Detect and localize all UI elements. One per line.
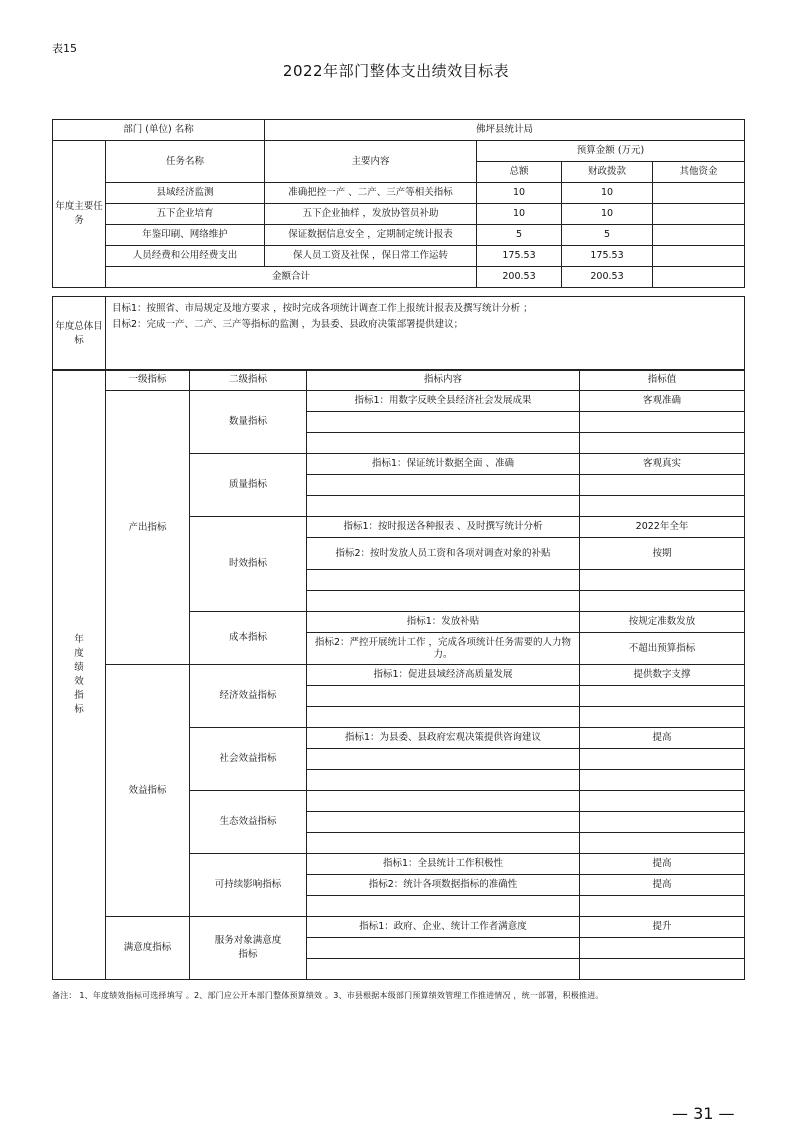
col-level2: 二级指标 xyxy=(190,370,307,391)
table-row xyxy=(53,204,745,225)
indicator-value xyxy=(580,433,745,454)
task-content: 保证数据信息安全 ，定期制定统计报表 xyxy=(265,225,477,246)
task-content: 保人员工资及社保 ，保日常工作运转 xyxy=(265,246,477,267)
indicator-content: 指标1：为县委、县政府宏观决策提供咨询建议 xyxy=(307,728,580,749)
cost-indicator-label: 成本指标 xyxy=(190,612,307,665)
sum-label: 金额合计 xyxy=(106,267,477,288)
col-total: 总额 xyxy=(477,162,562,183)
col-indicator-value: 指标值 xyxy=(580,370,745,391)
indicator-value: 按期 xyxy=(580,538,745,570)
indicator-value: 不超出预算指标 xyxy=(580,633,745,665)
table-number: 表15 xyxy=(52,42,77,55)
indicator-value xyxy=(580,833,745,854)
indicator-content: 指标1：按时报送各种报表 、及时撰写统计分析 xyxy=(307,517,580,538)
indicator-content xyxy=(307,959,580,980)
indicator-value xyxy=(580,791,745,812)
indicator-content xyxy=(307,591,580,612)
service-satisfaction-label: 服务对象满意度指标 xyxy=(190,917,307,980)
col-finance: 财政拨款 xyxy=(562,162,653,183)
task-name: 人员经费和公用经费支出 xyxy=(106,246,265,267)
goals-table xyxy=(52,296,745,371)
indicator-content xyxy=(307,833,580,854)
quantity-indicator-label: 数量指标 xyxy=(190,391,307,454)
indicator-content: 指标1：政府、企业、统计工作者满意度 xyxy=(307,917,580,938)
indicator-content xyxy=(307,896,580,917)
indicator-value xyxy=(580,496,745,517)
indicator-value xyxy=(580,896,745,917)
task-other xyxy=(653,204,745,225)
page-number: — 31 — xyxy=(672,1104,735,1123)
timeliness-indicator-label: 时效指标 xyxy=(190,517,307,612)
col-indicator-content: 指标内容 xyxy=(307,370,580,391)
col-main-content: 主要内容 xyxy=(265,141,477,183)
task-finance: 175.53 xyxy=(562,246,653,267)
indicator-content xyxy=(307,707,580,728)
col-level1: 一级指标 xyxy=(106,370,190,391)
indicator-content: 指标1：用数字反映全县经济社会发展成果 xyxy=(307,391,580,412)
task-total: 5 xyxy=(477,225,562,246)
output-indicator-label: 产出指标 xyxy=(106,391,190,665)
indicator-value: 提升 xyxy=(580,917,745,938)
task-total: 10 xyxy=(477,183,562,204)
page-title: 2022年部门整体支出绩效目标表 xyxy=(282,62,510,80)
indicator-content: 指标2：按时发放人员工资和各项对调查对象的补贴 xyxy=(307,538,580,570)
tasks-table xyxy=(52,119,745,288)
goal-2: 目标2：完成一产、二产、三产等指标的监测 ，为县委、县政府决策部署提供建议； xyxy=(112,319,464,330)
task-total: 175.53 xyxy=(477,246,562,267)
table-row xyxy=(53,246,745,267)
sum-finance: 200.53 xyxy=(562,267,653,288)
indicator-content: 指标1：全县统计工作积极性 xyxy=(307,854,580,875)
indicator-value xyxy=(580,959,745,980)
indicator-value xyxy=(580,812,745,833)
task-name: 五下企业培育 xyxy=(106,204,265,225)
indicator-value: 提高 xyxy=(580,728,745,749)
task-name: 县域经济监测 xyxy=(106,183,265,204)
task-name: 年鉴印刷、网络维护 xyxy=(106,225,265,246)
sum-total: 200.53 xyxy=(477,267,562,288)
col-task-name: 任务名称 xyxy=(106,141,265,183)
indicator-value: 2022年全年 xyxy=(580,517,745,538)
task-finance: 10 xyxy=(562,204,653,225)
task-content: 五下企业抽样 ，发放协管员补助 xyxy=(265,204,477,225)
benefit-indicator-label: 效益指标 xyxy=(106,665,190,917)
table-row xyxy=(53,183,745,204)
indicator-value: 提高 xyxy=(580,854,745,875)
footnote: 备注： 1、年度绩效指标可选择填写 。2、部门应公开本部门整体预算绩效 。3、市县根据本级部门预算绩效管理工作推进情况 ，统一部署，积极推进。 xyxy=(52,991,604,1000)
indicator-content xyxy=(307,475,580,496)
dept-label: 部门 (单位) 名称 xyxy=(53,120,265,141)
indicator-content: 指标1：发放补贴 xyxy=(307,612,580,633)
sum-row xyxy=(53,267,745,288)
indicator-content xyxy=(307,433,580,454)
sustainable-indicator-label: 可持续影响指标 xyxy=(190,854,307,917)
dept-name: 佛坪县统计局 xyxy=(265,120,745,141)
sum-other xyxy=(653,267,745,288)
indicator-content xyxy=(307,791,580,812)
indicator-content xyxy=(307,938,580,959)
indicator-content: 指标1：保证统计数据全面 、准确 xyxy=(307,454,580,475)
task-finance: 5 xyxy=(562,225,653,246)
indicator-value xyxy=(580,938,745,959)
task-other xyxy=(653,183,745,204)
col-budget: 预算金额 (万元) xyxy=(477,141,745,162)
indicators-table xyxy=(52,369,745,980)
quality-indicator-label: 质量指标 xyxy=(190,454,307,517)
indicator-content xyxy=(307,412,580,433)
satisfaction-indicator-label: 满意度指标 xyxy=(106,917,190,980)
ecological-indicator-label: 生态效益指标 xyxy=(190,791,307,854)
indicator-value xyxy=(580,707,745,728)
indicator-value xyxy=(580,770,745,791)
indicator-value: 客观真实 xyxy=(580,454,745,475)
indicator-content xyxy=(307,812,580,833)
goals-section-label: 年度总体目标 xyxy=(53,297,106,371)
indicator-value xyxy=(580,412,745,433)
indicator-value xyxy=(580,570,745,591)
indicator-content xyxy=(307,496,580,517)
goals-content xyxy=(106,297,745,371)
indicator-content xyxy=(307,749,580,770)
task-other xyxy=(653,225,745,246)
indicator-value xyxy=(580,749,745,770)
indicator-content xyxy=(307,770,580,791)
social-indicator-label: 社会效益指标 xyxy=(190,728,307,791)
indicator-content xyxy=(307,570,580,591)
economic-indicator-label: 经济效益指标 xyxy=(190,665,307,728)
tasks-section-label: 年度主要任务 xyxy=(53,141,106,288)
task-other xyxy=(653,246,745,267)
indicator-content xyxy=(307,686,580,707)
indicator-content: 指标1：促进县域经济高质量发展 xyxy=(307,665,580,686)
col-other: 其他资金 xyxy=(653,162,745,183)
indicator-value xyxy=(580,591,745,612)
indicator-value xyxy=(580,686,745,707)
indicator-value: 客观准确 xyxy=(580,391,745,412)
goal-1: 目标1：按照省、市局规定及地方要求 ，按时完成各项统计调查工作上报统计报表及撰写统计分析 ； xyxy=(112,303,533,314)
indicator-value: 按规定准数发放 xyxy=(580,612,745,633)
indicator-value xyxy=(580,475,745,496)
task-total: 10 xyxy=(477,204,562,225)
indicators-section-label: 年度绩效指标 xyxy=(53,370,106,980)
indicator-value: 提供数字支撑 xyxy=(580,665,745,686)
table-row xyxy=(53,225,745,246)
task-finance: 10 xyxy=(562,183,653,204)
task-content: 准确把控一产 、二产、三产等相关指标 xyxy=(265,183,477,204)
indicator-content: 指标2：严控开展统计工作 ，完成各项统计任务需要的人力物力。 xyxy=(307,633,580,665)
indicator-value: 提高 xyxy=(580,875,745,896)
indicator-content: 指标2：统计各项数据指标的准确性 xyxy=(307,875,580,896)
